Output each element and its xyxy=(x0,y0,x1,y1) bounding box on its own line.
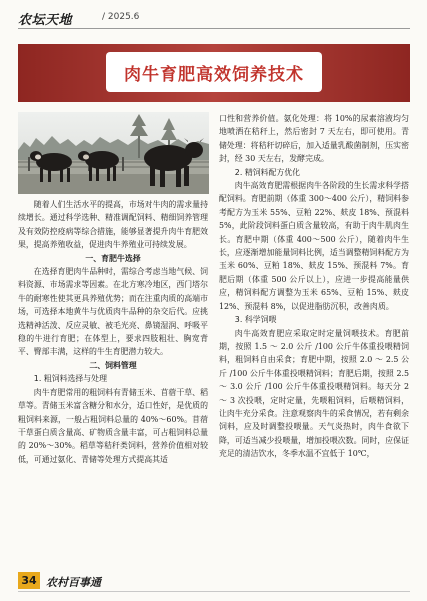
cattle-selection-paragraph: 在选择育肥肉牛品种时，需综合考虑当地气候、饲料资源、市场需求等因素。在北方寒冷地区，西门塔尔牛的耐寒性使其更具养殖优势；而在注重肉质的高端市场，可选择本地黄牛与优质肉牛品种的杂交后代。应挑选精神活泼、反应灵敏、被毛光亮、鼻镜湿润、呼吸平稳的牛进行育肥；在体型上，要求四肢粗壮、胸宽背平、臀部丰满，这样的牛生育肥潜力较大。 xyxy=(18,267,208,357)
page-footer xyxy=(18,572,410,592)
left-column xyxy=(18,198,208,466)
roughage-paragraph-continued: 口性和营养价值。氨化处理：将 10%的尿素溶液均匀地喷洒在秸秆上，然后密封 7 天左右，即可使用。青储处理：将秸秆切碎后，加入适量乳酸菌制剂，压实密封，经 30 天左右，发酵完成。 xyxy=(219,114,409,164)
subheading-concentrate: 2. 精饲料配方优化 xyxy=(234,167,301,177)
article-title: 肉牛育肥高效饲养技术 xyxy=(124,64,304,85)
issue-date: / 2025.6 xyxy=(102,12,140,22)
right-column xyxy=(219,112,409,461)
subheading-roughage: 1. 粗饲料选择与处理 xyxy=(33,374,107,384)
section-heading-feed-management: 二、饲料管理 xyxy=(89,360,137,370)
intro-paragraph: 随着人们生活水平的提高，市场对牛肉的需求量持续增长。通过科学选种、精准调配饲料、精细饲养管理及有效防控疫病等综合措施，能够显著提升肉牛育肥效果，提高养殖收益，促进肉牛养殖业可持续发展。 xyxy=(18,200,208,250)
cattle-photo xyxy=(18,112,209,194)
concentrate-paragraph: 肉牛高效育肥需根据肉牛各阶段的生长需求科学搭配饲料。育肥前期（体重 300～400 公斤），精饲料参考配方为玉米 55%、豆粕 22%、麸皮 18%、预混料 5%，此阶段饲料蛋白质含量较高，有助于肉牛肌肉生长。育肥中期（体重 400～500 公斤），随着肉牛生长，应逐渐增加能量饲料比例，适当调整精饲料配方为玉米 60%、豆粕 18%、麸皮 15%、预混料 7%。育肥后期（体重 500 公斤以上），应进一步提高能量供应，精饲料配方调整为玉米 65%、豆粕 15%、麸皮 12%、预混料 8%，以促进脂肪沉积，改善肉质。 xyxy=(219,181,409,311)
section-heading-cattle-selection: 一、育肥牛选择 xyxy=(85,253,141,263)
footer-divider xyxy=(18,591,410,592)
feeding-paragraph: 肉牛高效育肥应采取定时定量饲喂技术。育肥前期，按照 1.5 ～ 2.0 公斤 /100 公斤牛体重投喂精饲料，粗饲料自由采食；育肥中期，按照 2.0 ～ 2.5 公斤 /100 公斤牛体重投喂精饲料；育肥后期，按照 2.5 ～ 3.0 公斤 /100 公斤牛体重投喂精饲料。每天分 2 ～ 3 次投喂，定时定量，先喂粗饲料，后喂精饲料，让肉牛充分采食。注意观察肉牛的采食情况，若有剩余饲料，应及时调整投喂量。天气炎热时，肉牛食欲下降，可适当减少投喂量，增加投喂次数。同时，应保证充足的清洁饮水，冬季水温不宜低于 10℃， xyxy=(219,328,409,459)
roughage-paragraph: 肉牛育肥常用的粗饲料有青储玉米、苜蓿干草、稻草等。青储玉米富含糖分和水分，适口性好，是优质的粗饲料来源，一般占粗饲料总量的 40%～60%。苜蓿干草蛋白质含量高、矿物质含量丰富，可占粗饲料总量的 20%～30%。稻草等秸秆类饲料，营养价值相对较低，可通过氨化、青储等处理方式提高其适 xyxy=(18,387,208,464)
subheading-feeding: 3. 科学饲喂 xyxy=(234,315,277,325)
header-divider xyxy=(18,28,410,29)
magazine-name: 农坛天地 xyxy=(18,13,73,28)
footer-magazine-name: 农村百事通 xyxy=(46,576,101,589)
title-banner xyxy=(18,44,410,102)
title-box xyxy=(106,52,322,92)
page-number: 34 xyxy=(18,572,40,589)
page-header xyxy=(18,8,410,30)
